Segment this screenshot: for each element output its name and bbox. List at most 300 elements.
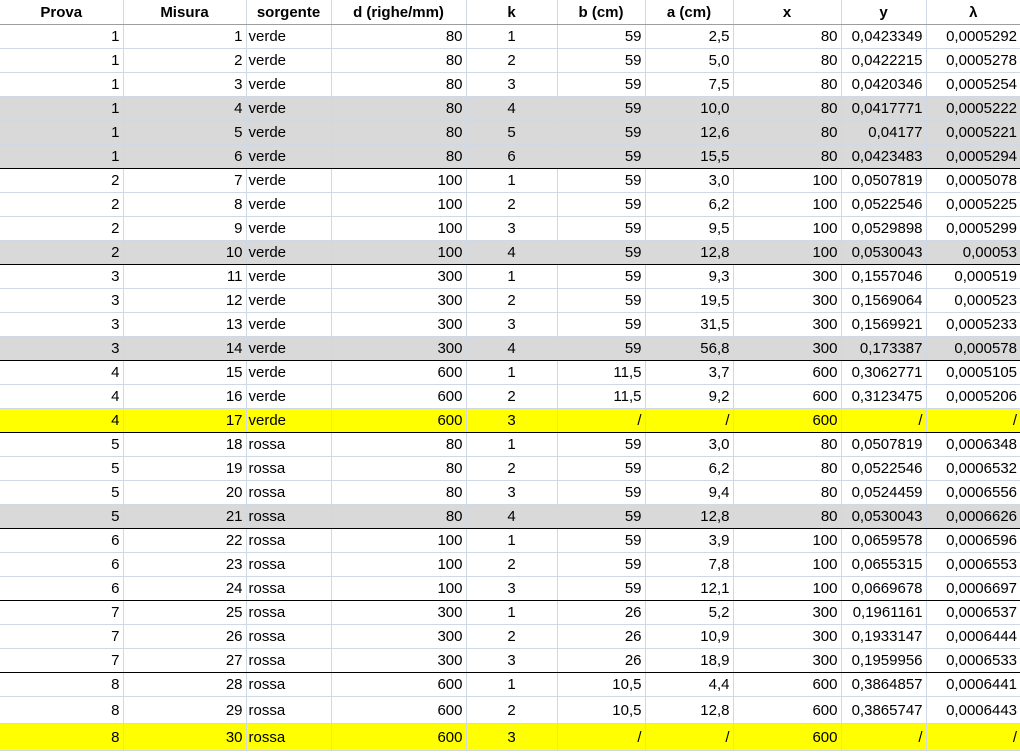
cell-sorgente[interactable]: verde — [246, 49, 331, 73]
cell-prova[interactable]: 2 — [0, 217, 123, 241]
cell-sorgente[interactable]: verde — [246, 337, 331, 361]
cell-prova[interactable]: 7 — [0, 601, 123, 625]
cell-b[interactable]: 59 — [557, 529, 645, 553]
cell-lambda[interactable]: / — [926, 724, 1020, 751]
header-misura[interactable]: Misura — [123, 0, 246, 25]
cell-x[interactable]: 300 — [733, 289, 841, 313]
cell-misura[interactable]: 26 — [123, 625, 246, 649]
cell-a[interactable]: 10,0 — [645, 97, 733, 121]
cell-lambda[interactable]: 0,000519 — [926, 265, 1020, 289]
cell-d[interactable]: 300 — [331, 289, 466, 313]
cell-prova[interactable]: 6 — [0, 529, 123, 553]
cell-k[interactable]: 2 — [466, 553, 557, 577]
cell-sorgente[interactable]: rossa — [246, 625, 331, 649]
cell-lambda[interactable]: 0,0006444 — [926, 625, 1020, 649]
cell-sorgente[interactable]: rossa — [246, 601, 331, 625]
cell-b[interactable]: 11,5 — [557, 361, 645, 385]
cell-lambda[interactable]: 0,0006626 — [926, 505, 1020, 529]
cell-d[interactable]: 600 — [331, 385, 466, 409]
cell-a[interactable]: 7,8 — [645, 553, 733, 577]
cell-x[interactable]: 80 — [733, 433, 841, 457]
cell-b[interactable]: 59 — [557, 193, 645, 217]
cell-prova[interactable]: 3 — [0, 337, 123, 361]
cell-y[interactable]: / — [841, 409, 926, 433]
cell-x[interactable]: 600 — [733, 385, 841, 409]
cell-k[interactable]: 2 — [466, 289, 557, 313]
cell-sorgente[interactable]: verde — [246, 145, 331, 169]
cell-k[interactable]: 1 — [466, 265, 557, 289]
cell-misura[interactable]: 5 — [123, 121, 246, 145]
cell-lambda[interactable]: 0,0006443 — [926, 697, 1020, 724]
cell-lambda[interactable]: 0,0005222 — [926, 97, 1020, 121]
cell-d[interactable]: 100 — [331, 577, 466, 601]
cell-d[interactable]: 300 — [331, 313, 466, 337]
cell-misura[interactable]: 14 — [123, 337, 246, 361]
cell-sorgente[interactable]: rossa — [246, 505, 331, 529]
cell-sorgente[interactable]: rossa — [246, 553, 331, 577]
cell-d[interactable]: 80 — [331, 505, 466, 529]
cell-x[interactable]: 80 — [733, 49, 841, 73]
cell-b[interactable]: 11,5 — [557, 385, 645, 409]
cell-misura[interactable]: 28 — [123, 673, 246, 697]
cell-misura[interactable]: 1 — [123, 25, 246, 49]
cell-x[interactable]: 80 — [733, 505, 841, 529]
cell-d[interactable]: 80 — [331, 457, 466, 481]
cell-lambda[interactable]: 0,0005299 — [926, 217, 1020, 241]
header-prova[interactable]: Prova — [0, 0, 123, 25]
cell-lambda[interactable]: 0,0006441 — [926, 673, 1020, 697]
cell-a[interactable]: 19,5 — [645, 289, 733, 313]
cell-k[interactable]: 4 — [466, 97, 557, 121]
cell-k[interactable]: 1 — [466, 361, 557, 385]
cell-x[interactable]: 300 — [733, 625, 841, 649]
cell-d[interactable]: 100 — [331, 193, 466, 217]
cell-lambda[interactable]: 0,0005225 — [926, 193, 1020, 217]
cell-x[interactable]: 100 — [733, 529, 841, 553]
cell-x[interactable]: 300 — [733, 337, 841, 361]
cell-k[interactable]: 2 — [466, 385, 557, 409]
cell-lambda[interactable]: 0,0005206 — [926, 385, 1020, 409]
cell-k[interactable]: 1 — [466, 529, 557, 553]
cell-y[interactable]: 0,0669678 — [841, 577, 926, 601]
cell-sorgente[interactable]: verde — [246, 265, 331, 289]
cell-d[interactable]: 80 — [331, 73, 466, 97]
cell-a[interactable]: 3,9 — [645, 529, 733, 553]
cell-b[interactable]: 59 — [557, 25, 645, 49]
cell-lambda[interactable]: 0,0006596 — [926, 529, 1020, 553]
cell-sorgente[interactable]: verde — [246, 385, 331, 409]
header-lambda[interactable]: λ — [926, 0, 1020, 25]
cell-lambda[interactable]: 0,0005254 — [926, 73, 1020, 97]
cell-a[interactable]: 3,0 — [645, 433, 733, 457]
cell-k[interactable]: 3 — [466, 577, 557, 601]
cell-d[interactable]: 80 — [331, 25, 466, 49]
cell-d[interactable]: 600 — [331, 361, 466, 385]
cell-prova[interactable]: 5 — [0, 433, 123, 457]
cell-sorgente[interactable]: verde — [246, 409, 331, 433]
cell-sorgente[interactable]: rossa — [246, 433, 331, 457]
cell-prova[interactable]: 1 — [0, 121, 123, 145]
cell-misura[interactable]: 15 — [123, 361, 246, 385]
cell-x[interactable]: 300 — [733, 649, 841, 673]
cell-b[interactable]: 59 — [557, 313, 645, 337]
cell-b[interactable]: 59 — [557, 553, 645, 577]
cell-misura[interactable]: 6 — [123, 145, 246, 169]
cell-prova[interactable]: 7 — [0, 649, 123, 673]
cell-misura[interactable]: 29 — [123, 697, 246, 724]
cell-prova[interactable]: 1 — [0, 49, 123, 73]
cell-d[interactable]: 300 — [331, 337, 466, 361]
cell-sorgente[interactable]: verde — [246, 73, 331, 97]
cell-prova[interactable]: 4 — [0, 361, 123, 385]
cell-d[interactable]: 80 — [331, 433, 466, 457]
cell-b[interactable]: 59 — [557, 577, 645, 601]
cell-b[interactable]: 59 — [557, 121, 645, 145]
cell-y[interactable]: 0,0422215 — [841, 49, 926, 73]
cell-y[interactable]: 0,1959956 — [841, 649, 926, 673]
cell-k[interactable]: 4 — [466, 337, 557, 361]
cell-prova[interactable]: 7 — [0, 625, 123, 649]
cell-lambda[interactable]: 0,0005294 — [926, 145, 1020, 169]
cell-x[interactable]: 80 — [733, 25, 841, 49]
cell-k[interactable]: 1 — [466, 169, 557, 193]
cell-prova[interactable]: 3 — [0, 289, 123, 313]
cell-d[interactable]: 600 — [331, 409, 466, 433]
cell-y[interactable]: 0,0524459 — [841, 481, 926, 505]
cell-a[interactable]: 9,2 — [645, 385, 733, 409]
cell-a[interactable]: 31,5 — [645, 313, 733, 337]
cell-d[interactable]: 600 — [331, 673, 466, 697]
cell-y[interactable]: 0,0417771 — [841, 97, 926, 121]
cell-lambda[interactable]: 0,0006533 — [926, 649, 1020, 673]
cell-x[interactable]: 80 — [733, 481, 841, 505]
cell-misura[interactable]: 20 — [123, 481, 246, 505]
cell-a[interactable]: / — [645, 724, 733, 751]
cell-a[interactable]: 12,6 — [645, 121, 733, 145]
cell-y[interactable]: 0,1933147 — [841, 625, 926, 649]
cell-prova[interactable]: 5 — [0, 481, 123, 505]
cell-y[interactable]: 0,0507819 — [841, 433, 926, 457]
cell-lambda[interactable]: 0,0006697 — [926, 577, 1020, 601]
cell-x[interactable]: 100 — [733, 577, 841, 601]
cell-b[interactable]: 59 — [557, 289, 645, 313]
cell-k[interactable]: 3 — [466, 481, 557, 505]
cell-a[interactable]: 2,5 — [645, 25, 733, 49]
cell-d[interactable]: 600 — [331, 724, 466, 751]
cell-y[interactable]: / — [841, 724, 926, 751]
cell-misura[interactable]: 17 — [123, 409, 246, 433]
cell-d[interactable]: 100 — [331, 217, 466, 241]
cell-misura[interactable]: 19 — [123, 457, 246, 481]
header-b[interactable]: b (cm) — [557, 0, 645, 25]
cell-prova[interactable]: 4 — [0, 385, 123, 409]
cell-prova[interactable]: 5 — [0, 457, 123, 481]
cell-sorgente[interactable]: rossa — [246, 673, 331, 697]
cell-misura[interactable]: 4 — [123, 97, 246, 121]
cell-a[interactable]: 6,2 — [645, 193, 733, 217]
cell-y[interactable]: 0,0423483 — [841, 145, 926, 169]
cell-a[interactable]: 18,9 — [645, 649, 733, 673]
cell-lambda[interactable]: 0,0006532 — [926, 457, 1020, 481]
cell-lambda[interactable]: 0,0005278 — [926, 49, 1020, 73]
cell-y[interactable]: 0,0507819 — [841, 169, 926, 193]
cell-a[interactable]: 9,5 — [645, 217, 733, 241]
cell-x[interactable]: 600 — [733, 361, 841, 385]
cell-b[interactable]: 10,5 — [557, 673, 645, 697]
cell-d[interactable]: 80 — [331, 145, 466, 169]
cell-prova[interactable]: 3 — [0, 313, 123, 337]
cell-d[interactable]: 80 — [331, 97, 466, 121]
cell-prova[interactable]: 1 — [0, 145, 123, 169]
cell-k[interactable]: 1 — [466, 25, 557, 49]
cell-k[interactable]: 2 — [466, 697, 557, 724]
cell-a[interactable]: 56,8 — [645, 337, 733, 361]
cell-b[interactable]: 59 — [557, 241, 645, 265]
cell-b[interactable]: 59 — [557, 217, 645, 241]
cell-y[interactable]: 0,0522546 — [841, 457, 926, 481]
cell-y[interactable]: 0,1557046 — [841, 265, 926, 289]
cell-prova[interactable]: 2 — [0, 169, 123, 193]
cell-y[interactable]: 0,0530043 — [841, 241, 926, 265]
cell-k[interactable]: 3 — [466, 649, 557, 673]
cell-x[interactable]: 600 — [733, 409, 841, 433]
cell-b[interactable]: 59 — [557, 505, 645, 529]
cell-b[interactable]: 59 — [557, 73, 645, 97]
cell-x[interactable]: 100 — [733, 241, 841, 265]
cell-d[interactable]: 300 — [331, 625, 466, 649]
cell-y[interactable]: 0,1961161 — [841, 601, 926, 625]
cell-lambda[interactable]: 0,0006553 — [926, 553, 1020, 577]
cell-prova[interactable]: 1 — [0, 97, 123, 121]
cell-k[interactable]: 3 — [466, 73, 557, 97]
cell-y[interactable]: 0,0423349 — [841, 25, 926, 49]
cell-misura[interactable]: 9 — [123, 217, 246, 241]
cell-y[interactable]: 0,3062771 — [841, 361, 926, 385]
cell-lambda[interactable]: 0,0006348 — [926, 433, 1020, 457]
cell-k[interactable]: 3 — [466, 724, 557, 751]
cell-k[interactable]: 3 — [466, 409, 557, 433]
cell-d[interactable]: 300 — [331, 649, 466, 673]
cell-x[interactable]: 300 — [733, 313, 841, 337]
cell-a[interactable]: 10,9 — [645, 625, 733, 649]
cell-prova[interactable]: 1 — [0, 73, 123, 97]
cell-misura[interactable]: 13 — [123, 313, 246, 337]
cell-a[interactable]: 3,0 — [645, 169, 733, 193]
cell-b[interactable]: 59 — [557, 433, 645, 457]
cell-prova[interactable]: 6 — [0, 577, 123, 601]
cell-lambda[interactable]: 0,0005078 — [926, 169, 1020, 193]
cell-lambda[interactable]: 0,0005292 — [926, 25, 1020, 49]
cell-a[interactable]: 5,0 — [645, 49, 733, 73]
cell-b[interactable]: 59 — [557, 49, 645, 73]
header-k[interactable]: k — [466, 0, 557, 25]
cell-sorgente[interactable]: rossa — [246, 649, 331, 673]
cell-prova[interactable]: 2 — [0, 193, 123, 217]
cell-sorgente[interactable]: verde — [246, 169, 331, 193]
cell-sorgente[interactable]: verde — [246, 121, 331, 145]
cell-b[interactable]: 26 — [557, 601, 645, 625]
cell-prova[interactable]: 2 — [0, 241, 123, 265]
cell-lambda[interactable]: 0,0006537 — [926, 601, 1020, 625]
cell-y[interactable]: 0,0655315 — [841, 553, 926, 577]
cell-a[interactable]: 6,2 — [645, 457, 733, 481]
cell-y[interactable]: 0,0420346 — [841, 73, 926, 97]
cell-misura[interactable]: 30 — [123, 724, 246, 751]
cell-x[interactable]: 100 — [733, 553, 841, 577]
cell-misura[interactable]: 23 — [123, 553, 246, 577]
cell-misura[interactable]: 25 — [123, 601, 246, 625]
cell-misura[interactable]: 2 — [123, 49, 246, 73]
cell-k[interactable]: 3 — [466, 217, 557, 241]
cell-d[interactable]: 80 — [331, 121, 466, 145]
cell-sorgente[interactable]: verde — [246, 361, 331, 385]
cell-lambda[interactable]: 0,000578 — [926, 337, 1020, 361]
cell-misura[interactable]: 12 — [123, 289, 246, 313]
cell-lambda[interactable]: 0,0005221 — [926, 121, 1020, 145]
cell-b[interactable]: 26 — [557, 625, 645, 649]
cell-sorgente[interactable]: verde — [246, 217, 331, 241]
cell-sorgente[interactable]: rossa — [246, 697, 331, 724]
header-sorgente[interactable]: sorgente — [246, 0, 331, 25]
header-a[interactable]: a (cm) — [645, 0, 733, 25]
cell-d[interactable]: 300 — [331, 601, 466, 625]
cell-lambda[interactable]: 0,0005233 — [926, 313, 1020, 337]
cell-b[interactable]: / — [557, 409, 645, 433]
cell-k[interactable]: 2 — [466, 49, 557, 73]
cell-y[interactable]: 0,173387 — [841, 337, 926, 361]
cell-d[interactable]: 80 — [331, 481, 466, 505]
cell-a[interactable]: 5,2 — [645, 601, 733, 625]
cell-a[interactable]: 12,8 — [645, 505, 733, 529]
cell-misura[interactable]: 10 — [123, 241, 246, 265]
cell-a[interactable]: 7,5 — [645, 73, 733, 97]
cell-x[interactable]: 80 — [733, 97, 841, 121]
cell-x[interactable]: 80 — [733, 73, 841, 97]
header-x[interactable]: x — [733, 0, 841, 25]
cell-y[interactable]: 0,3123475 — [841, 385, 926, 409]
cell-k[interactable]: 4 — [466, 505, 557, 529]
cell-x[interactable]: 600 — [733, 724, 841, 751]
cell-sorgente[interactable]: rossa — [246, 529, 331, 553]
cell-misura[interactable]: 16 — [123, 385, 246, 409]
cell-sorgente[interactable]: verde — [246, 193, 331, 217]
cell-lambda[interactable]: / — [926, 409, 1020, 433]
cell-b[interactable]: 59 — [557, 265, 645, 289]
cell-b[interactable]: 59 — [557, 337, 645, 361]
cell-b[interactable]: 10,5 — [557, 697, 645, 724]
cell-lambda[interactable]: 0,000523 — [926, 289, 1020, 313]
cell-k[interactable]: 2 — [466, 457, 557, 481]
cell-k[interactable]: 1 — [466, 673, 557, 697]
cell-d[interactable]: 100 — [331, 529, 466, 553]
cell-misura[interactable]: 24 — [123, 577, 246, 601]
cell-sorgente[interactable]: rossa — [246, 724, 331, 751]
cell-b[interactable]: 26 — [557, 649, 645, 673]
cell-prova[interactable]: 8 — [0, 724, 123, 751]
cell-k[interactable]: 1 — [466, 601, 557, 625]
cell-prova[interactable]: 8 — [0, 673, 123, 697]
cell-k[interactable]: 4 — [466, 241, 557, 265]
cell-k[interactable]: 2 — [466, 193, 557, 217]
cell-lambda[interactable]: 0,0005105 — [926, 361, 1020, 385]
cell-misura[interactable]: 27 — [123, 649, 246, 673]
cell-a[interactable]: 9,4 — [645, 481, 733, 505]
cell-d[interactable]: 600 — [331, 697, 466, 724]
cell-y[interactable]: 0,0659578 — [841, 529, 926, 553]
header-y[interactable]: y — [841, 0, 926, 25]
cell-k[interactable]: 6 — [466, 145, 557, 169]
cell-b[interactable]: 59 — [557, 457, 645, 481]
cell-sorgente[interactable]: rossa — [246, 457, 331, 481]
cell-a[interactable]: 15,5 — [645, 145, 733, 169]
cell-a[interactable]: / — [645, 409, 733, 433]
cell-d[interactable]: 300 — [331, 265, 466, 289]
cell-x[interactable]: 80 — [733, 121, 841, 145]
cell-x[interactable]: 100 — [733, 169, 841, 193]
cell-d[interactable]: 80 — [331, 49, 466, 73]
cell-x[interactable]: 80 — [733, 145, 841, 169]
cell-a[interactable]: 9,3 — [645, 265, 733, 289]
cell-prova[interactable]: 5 — [0, 505, 123, 529]
cell-a[interactable]: 4,4 — [645, 673, 733, 697]
cell-d[interactable]: 100 — [331, 553, 466, 577]
cell-b[interactable]: 59 — [557, 97, 645, 121]
cell-prova[interactable]: 8 — [0, 697, 123, 724]
cell-misura[interactable]: 21 — [123, 505, 246, 529]
cell-misura[interactable]: 3 — [123, 73, 246, 97]
cell-b[interactable]: 59 — [557, 145, 645, 169]
cell-x[interactable]: 600 — [733, 697, 841, 724]
cell-lambda[interactable]: 0,00053 — [926, 241, 1020, 265]
cell-k[interactable]: 1 — [466, 433, 557, 457]
cell-sorgente[interactable]: rossa — [246, 577, 331, 601]
cell-k[interactable]: 2 — [466, 625, 557, 649]
cell-x[interactable]: 100 — [733, 217, 841, 241]
header-d[interactable]: d (righe/mm) — [331, 0, 466, 25]
cell-prova[interactable]: 3 — [0, 265, 123, 289]
cell-y[interactable]: 0,1569921 — [841, 313, 926, 337]
cell-sorgente[interactable]: verde — [246, 289, 331, 313]
cell-prova[interactable]: 6 — [0, 553, 123, 577]
cell-y[interactable]: 0,0522546 — [841, 193, 926, 217]
cell-b[interactable]: / — [557, 724, 645, 751]
cell-x[interactable]: 80 — [733, 457, 841, 481]
cell-k[interactable]: 3 — [466, 313, 557, 337]
cell-misura[interactable]: 8 — [123, 193, 246, 217]
cell-x[interactable]: 600 — [733, 673, 841, 697]
cell-b[interactable]: 59 — [557, 169, 645, 193]
cell-misura[interactable]: 7 — [123, 169, 246, 193]
cell-a[interactable]: 12,1 — [645, 577, 733, 601]
cell-sorgente[interactable]: rossa — [246, 481, 331, 505]
cell-k[interactable]: 5 — [466, 121, 557, 145]
cell-sorgente[interactable]: verde — [246, 25, 331, 49]
cell-b[interactable]: 59 — [557, 481, 645, 505]
cell-y[interactable]: 0,0529898 — [841, 217, 926, 241]
cell-y[interactable]: 0,1569064 — [841, 289, 926, 313]
cell-lambda[interactable]: 0,0006556 — [926, 481, 1020, 505]
cell-prova[interactable]: 4 — [0, 409, 123, 433]
cell-y[interactable]: 0,3865747 — [841, 697, 926, 724]
cell-d[interactable]: 100 — [331, 169, 466, 193]
cell-prova[interactable]: 1 — [0, 25, 123, 49]
cell-y[interactable]: 0,0530043 — [841, 505, 926, 529]
cell-sorgente[interactable]: verde — [246, 241, 331, 265]
cell-a[interactable]: 12,8 — [645, 241, 733, 265]
cell-a[interactable]: 3,7 — [645, 361, 733, 385]
cell-x[interactable]: 100 — [733, 193, 841, 217]
cell-x[interactable]: 300 — [733, 601, 841, 625]
